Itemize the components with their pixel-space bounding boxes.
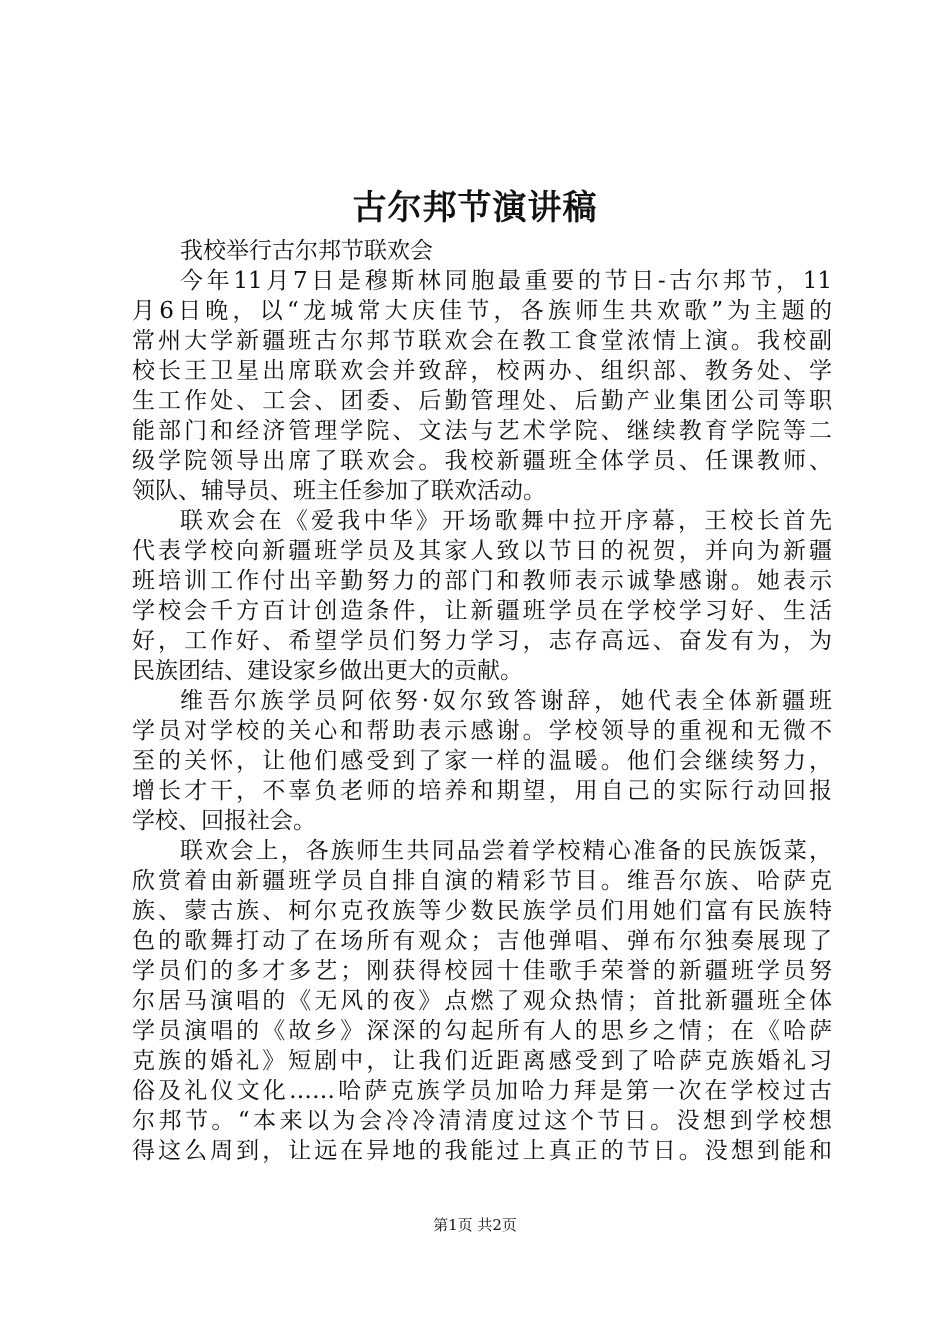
- text-line: 今年11月7日是穆斯林同胞最重要的节日-古尔邦节，11: [180, 268, 832, 294]
- text-line: 民族团结、建设家乡做出更大的贡献。: [132, 658, 523, 684]
- text-line: 色的歌舞打动了在场所有观众；吉他弹唱、弹布尔独奏展现了: [132, 928, 832, 954]
- text-line: 能部门和经济管理学院、文法与艺术学院、继续教育学院等二: [132, 418, 832, 444]
- text-line: 维吾尔族学员阿依努·奴尔致答谢辞，她代表全体新疆班: [180, 688, 832, 714]
- text-line: 学员对学校的关心和帮助表示感谢。学校领导的重视和无微不: [132, 718, 832, 744]
- text-line: 常州大学新疆班古尔邦节联欢会在教工食堂浓情上演。我校副: [132, 328, 832, 354]
- text-line: 联欢会上，各族师生共同品尝着学校精心准备的民族饭菜，: [180, 838, 832, 864]
- text-line: 生工作处、工会、团委、后勤管理处、后勤产业集团公司等职: [132, 388, 832, 414]
- text-line: 学校会千方百计创造条件，让新疆班学员在学校学习好、生活: [132, 598, 832, 624]
- text-line: 联欢会在《爱我中华》开场歌舞中拉开序幕，王校长首先: [180, 508, 832, 534]
- text-line: 学员演唱的《故乡》深深的勾起所有人的思乡之情；在《哈萨: [132, 1018, 832, 1044]
- text-line: 代表学校向新疆班学员及其家人致以节日的祝贺，并向为新疆: [132, 538, 832, 564]
- text-line: 我校举行古尔邦节联欢会: [180, 238, 433, 264]
- text-line: 班培训工作付出辛勤努力的部门和教师表示诚挚感谢。她表示: [132, 568, 832, 594]
- text-line: 学校、回报社会。: [132, 808, 316, 834]
- text-line: 级学院领导出席了联欢会。我校新疆班全体学员、任课教师、: [132, 448, 832, 474]
- text-line: 尔居马演唱的《无风的夜》点燃了观众热情；首批新疆班全体: [132, 988, 832, 1014]
- text-line: 好，工作好、希望学员们努力学习，志存高远、奋发有为，为: [132, 628, 832, 654]
- text-line: 至的关怀，让他们感受到了家一样的温暖。他们会继续努力，: [132, 748, 832, 774]
- text-line: 增长才干，不辜负老师的培养和期望，用自己的实际行动回报: [132, 778, 832, 804]
- text-line: 克族的婚礼》短剧中，让我们近距离感受到了哈萨克族婚礼习: [132, 1048, 832, 1074]
- page-footer: 第1页 共2页: [433, 1216, 517, 1234]
- text-line: 族、蒙古族、柯尔克孜族等少数民族学员们用她们富有民族特: [132, 898, 832, 924]
- document-title: 古尔邦节演讲稿: [352, 188, 598, 228]
- document-body: [132, 236, 832, 1166]
- text-line: 月6日晚，以“龙城常大庆佳节，各族师生共欢歌”为主题的: [132, 298, 832, 324]
- text-line: 欣赏着由新疆班学员自排自演的精彩节目。维吾尔族、哈萨克: [132, 868, 832, 894]
- text-line: 得这么周到，让远在异地的我能过上真正的节日。没想到能和: [132, 1138, 832, 1164]
- text-line: 俗及礼仪文化……哈萨克族学员加哈力拜是第一次在学校过古: [132, 1078, 832, 1104]
- text-line: 校长王卫星出席联欢会并致辞，校两办、组织部、教务处、学: [132, 358, 832, 384]
- text-line: 尔邦节。“本来以为会冷冷清清度过这个节日。没想到学校想: [132, 1108, 832, 1134]
- text-line: 学员们的多才多艺；刚获得校园十佳歌手荣誉的新疆班学员努: [132, 958, 832, 984]
- text-line: 领队、辅导员、班主任参加了联欢活动。: [132, 478, 546, 504]
